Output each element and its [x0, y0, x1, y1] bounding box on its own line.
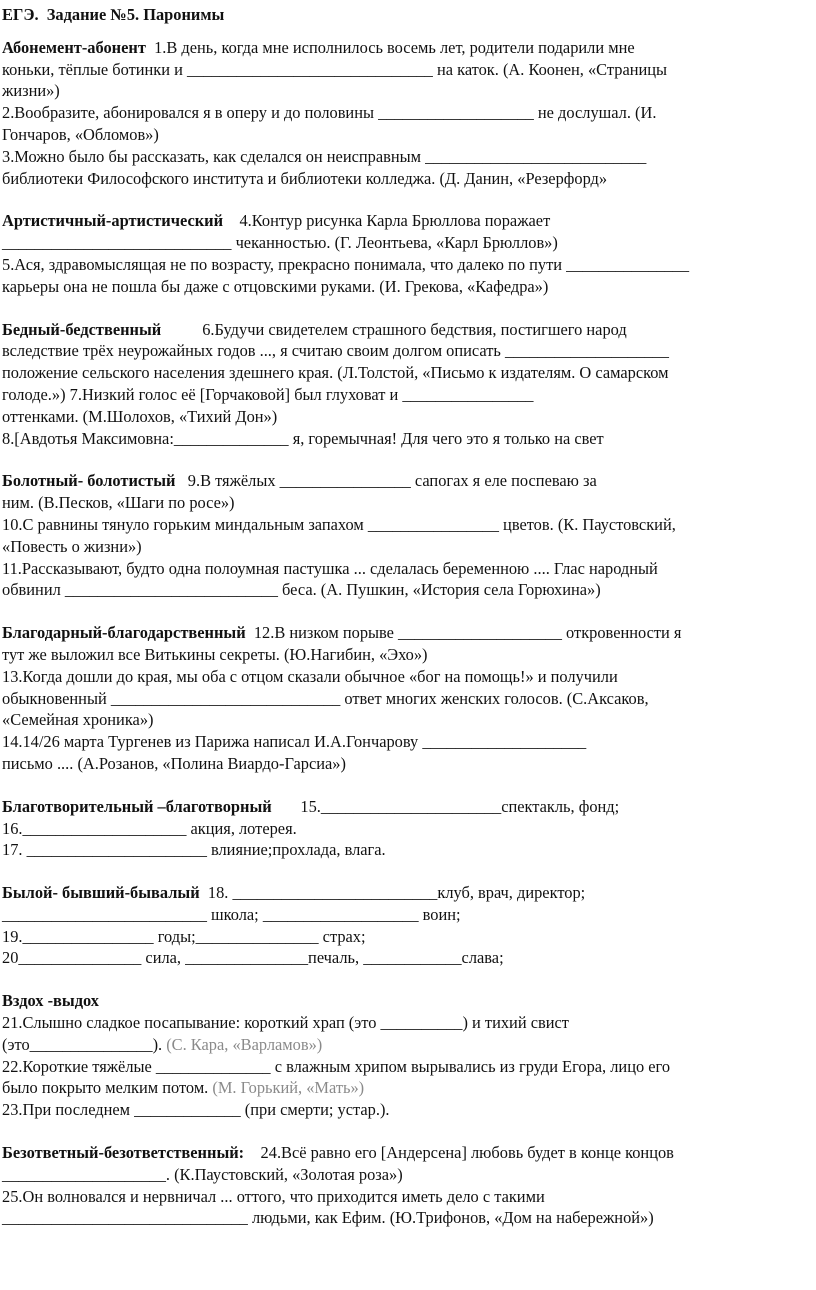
- section-line: Благотворительный –благотворный 15.______________________спектакль, фонд;: [2, 796, 620, 816]
- section-line: _________________________ школа; ___________________ воин;: [2, 904, 461, 924]
- section-bedny: [2, 319, 816, 450]
- section-line: 14.14/26 марта Тургенев из Парижа написал И.А.Гончарову ____________________: [2, 732, 587, 752]
- section-heading: Бедный-бедственный: [2, 319, 162, 339]
- section-heading: Благотворительный –благотворный: [2, 796, 272, 816]
- section-line: ним. (В.Песков, «Шаги по росе»): [2, 493, 235, 513]
- section-artistichny: [2, 210, 816, 297]
- section-line: 17. ______________________ влияние;прохлада, влага.: [2, 840, 386, 860]
- section-line: 3.Можно было бы рассказать, как сделался он неисправным ___________________________: [2, 146, 647, 166]
- section-blagodarny: [2, 622, 816, 775]
- section-line: обыкновенный ____________________________ ответ многих женских голосов. (С.Аксаков,: [2, 688, 649, 708]
- section-line: ____________________. (К.Паустовский, «Золотая роза»): [2, 1164, 403, 1184]
- section-line: положение сельского населения здешнего края. (Л.Толстой, «Письмо к издателям. О самарском: [2, 363, 669, 383]
- section-line: голоде.») 7.Низкий голос её [Горчаковой] был глуховат и ________________: [2, 384, 534, 404]
- section-byloy: [2, 882, 816, 969]
- section-line: 2.Вообразите, абонировался я в оперу и до половины ___________________ не дослушал. (И.: [2, 103, 657, 123]
- section-bezotvetny: [2, 1142, 816, 1229]
- section-line: 5.Ася, здравомыслящая не по возрасту, прекрасно понимала, что далеко по пути _______________: [2, 254, 690, 274]
- section-line: было покрыто мелким потом. (М. Горький, «Мать»): [2, 1078, 365, 1098]
- section-line: «Повесть о жизни»): [2, 536, 142, 556]
- section-line: «Семейная хроника»): [2, 710, 154, 730]
- section-line: карьеры она не пошла бы даже с отцовскими руками. (И. Грекова, «Кафедра»): [2, 276, 549, 296]
- section-line: 8.[Авдотья Максимовна:______________ я, горемычная! Для чего это я только на свет: [2, 428, 604, 448]
- page-title: ЕГЭ. Задание №5. Паронимы: [2, 5, 225, 24]
- section-line: Бедный-бедственный 6.Будучи свидетелем страшного бедствия, постигшего народ: [2, 319, 627, 339]
- section-line: оттенками. (М.Шолохов, «Тихий Дон»): [2, 406, 278, 426]
- section-line: обвинил __________________________ беса. (А. Пушкин, «История села Горюхина»): [2, 580, 601, 600]
- section-line: (это_______________). (С. Кара, «Варламов»): [2, 1034, 323, 1054]
- source-citation: (С. Кара, «Варламов»): [166, 1034, 323, 1054]
- section-heading: Болотный- болотистый: [2, 471, 176, 491]
- section-line: Безответный-безответственный: 24.Всё равно его [Андерсена] любовь будет в конце концов: [2, 1143, 674, 1163]
- section-abonement: [2, 37, 816, 190]
- section-line: 11.Рассказывают, будто одна полоумная пастушка ... сделалась беременною .... Глас народный: [2, 558, 658, 578]
- section-heading: Благодарный-благодарственный: [2, 623, 246, 643]
- section-heading: Вздох -выдох: [2, 991, 99, 1011]
- source-citation: (М. Горький, «Мать»): [212, 1078, 365, 1098]
- section-line: коньки, тёплые ботинки и ______________________________ на каток. (А. Коонен, «Страницы: [2, 59, 668, 79]
- section-line: 22.Короткие тяжёлые ______________ с влажным хрипом вырывались из груди Егора, лицо его: [2, 1056, 671, 1076]
- section-line: 19.________________ годы;_______________ страх;: [2, 926, 366, 946]
- section-line: Абонемент-абонент 1.В день, когда мне исполнилось восемь лет, родители подарили мне: [2, 37, 635, 57]
- section-line: ____________________________ чеканностью. (Г. Леонтьева, «Карл Брюллов»): [2, 233, 558, 253]
- section-heading: Безответный-безответственный:: [2, 1143, 245, 1163]
- section-heading: Былой- бывший-бывалый: [2, 883, 200, 903]
- section-line: Гончаров, «Обломов»): [2, 124, 159, 144]
- section-line: жизни»): [2, 81, 60, 101]
- section-line: 20_______________ сила, _______________печаль, ____________слава;: [2, 948, 504, 968]
- section-heading: Абонемент-абонент: [2, 37, 146, 57]
- section-line: 10.С равнины тянуло горьким миндальным запахом ________________ цветов. (К. Паустовский,: [2, 514, 676, 534]
- section-line: Болотный- болотистый 9.В тяжёлых ________________ сапогах я еле поспеваю за: [2, 471, 597, 491]
- section-line: письмо .... (А.Розанов, «Полина Виардо-Гарсиа»): [2, 753, 346, 773]
- section-line: 25.Он волновался и нервничал ... оттого, что приходится иметь дело с такими: [2, 1186, 545, 1206]
- section-line: вследствие трёх неурожайных годов ..., я считаю своим долгом описать ____________________: [2, 341, 669, 361]
- section-line: тут же выложил все Витькины секреты. (Ю.Нагибин, «Эхо»): [2, 644, 428, 664]
- section-line: 21.Слышно сладкое посапывание: короткий храп (это __________) и тихий свист: [2, 1013, 569, 1033]
- section-bolotny: [2, 470, 816, 601]
- section-line: Былой- бывший-бывалый 18. _________________________клуб, врач, директор;: [2, 883, 586, 903]
- section-line: библиотеки Философского института и библиотеки колледжа. (Д. Данин, «Резерфорд»: [2, 168, 608, 188]
- section-line: Артистичный-артистический 4.Контур рисунка Карла Брюллова поражает: [2, 211, 551, 231]
- section-line: 16.____________________ акция, лотерея.: [2, 818, 297, 838]
- section-line: 13.Когда дошли до края, мы оба с отцом сказали обычное «бог на помощь!» и получили: [2, 666, 618, 686]
- section-blagotvoritelny: [2, 796, 816, 861]
- section-heading: Артистичный-артистический: [2, 211, 224, 231]
- section-line: ______________________________ людьми, как Ефим. (Ю.Трифонов, «Дом на набережной»): [2, 1208, 654, 1228]
- section-vzdokh: [2, 990, 816, 1121]
- section-line: Благодарный-благодарственный 12.В низком порыве ____________________ откровенности я: [2, 623, 682, 643]
- section-line: 23.При последнем _____________ (при смерти; устар.).: [2, 1100, 390, 1120]
